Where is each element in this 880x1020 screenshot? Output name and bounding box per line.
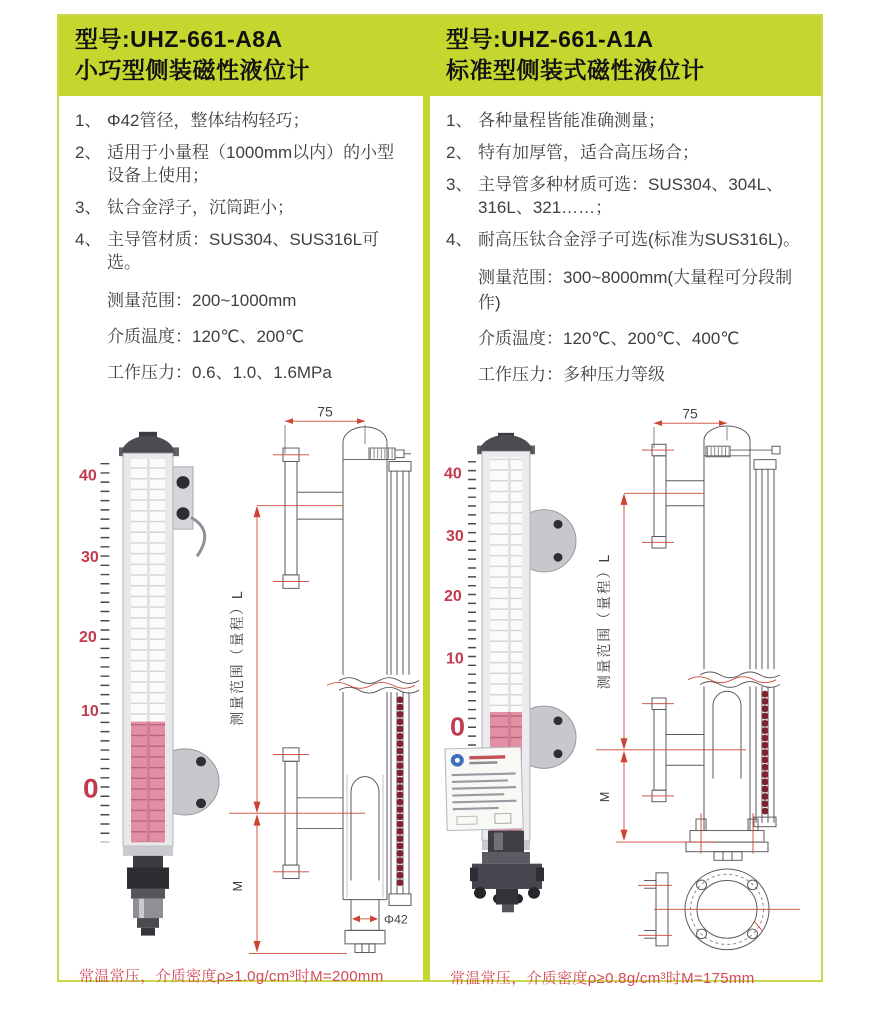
range-dimension-label: 测量范围（量程）L — [229, 588, 247, 726]
flapper-column-white — [131, 459, 165, 722]
gauge-photo — [444, 428, 594, 958]
scale-number: 10 — [446, 650, 464, 667]
scale-number: 0 — [450, 711, 466, 741]
diameter-dimension-label: Φ42 — [384, 912, 408, 927]
break-lines — [327, 674, 423, 692]
feature-text: 钛合金浮子，沉筒距小； — [107, 197, 294, 217]
scale-ruler — [444, 461, 472, 749]
drawing-outline — [644, 426, 780, 950]
footnote: 常温常压，介质密度ρ≥0.8g/cm³时M=175mm — [450, 969, 755, 987]
model-line: 型号:UHZ-661-A1A — [446, 26, 654, 52]
scale-number: 40 — [79, 467, 97, 485]
feature-number: 1、 — [75, 111, 102, 130]
break-lines — [688, 669, 784, 687]
feature-list — [59, 96, 423, 284]
scale-number: 30 — [81, 548, 99, 566]
spec-pressure: 工作压力：0.6、1.0、1.6MPa — [107, 362, 332, 382]
feature-item — [442, 110, 813, 133]
feature-text: 各种量程皆能准确测量； — [478, 111, 665, 130]
model-line: 型号:UHZ-661-A8A — [75, 26, 283, 52]
column-divider — [423, 16, 430, 980]
spec-temperature: 介质温度：120℃、200℃ — [107, 326, 304, 346]
feature-number: 4、 — [446, 229, 473, 249]
feature-number: 4、 — [75, 229, 102, 249]
feature-item — [442, 174, 813, 220]
line-drawing — [229, 400, 423, 965]
flapper-column-white — [490, 457, 522, 712]
drain-valve — [127, 855, 169, 935]
product-header — [430, 16, 821, 96]
scale-number: 10 — [81, 702, 99, 720]
flapper-column-pink — [131, 721, 165, 842]
figures — [430, 402, 821, 967]
feature-number: 2、 — [446, 142, 473, 162]
product-name-line: 标准型侧装式磁性液位计 — [446, 57, 705, 83]
gauge-body — [123, 453, 173, 856]
feature-item — [71, 229, 415, 275]
figures — [59, 400, 423, 965]
width-dimension-label: 75 — [682, 406, 698, 421]
scale-number: 40 — [444, 465, 462, 483]
nameplate — [445, 747, 523, 831]
product-name-line: 小巧型侧装磁性液位计 — [75, 57, 310, 83]
range-dimension-label: 测量范围（量程）L — [596, 552, 614, 689]
line-drawing — [596, 402, 804, 967]
scale-number: 20 — [79, 628, 97, 646]
feature-list — [430, 96, 821, 261]
feature-item — [71, 142, 415, 188]
spec-range: 测量范围：200~1000mm — [107, 290, 297, 310]
feature-item — [71, 197, 415, 220]
top-cap — [119, 431, 179, 455]
m-dimension-label: M — [229, 878, 246, 892]
m-dimension-label: M — [596, 789, 613, 802]
scale-number: 0 — [83, 772, 99, 804]
scale-number: 20 — [444, 587, 462, 605]
feature-number: 1、 — [446, 111, 473, 130]
product-header — [59, 16, 423, 96]
mounting-bracket — [173, 466, 205, 555]
feature-text: 耐高压钛合金浮子可选(标准为SUS316L)。 — [478, 229, 801, 249]
dimension-arrows — [621, 420, 728, 841]
spec-list — [59, 284, 423, 394]
feature-text: Φ42管径，整体结构轻巧； — [107, 111, 310, 130]
width-dimension-label: 75 — [317, 404, 333, 419]
product-column-a8a — [59, 16, 423, 985]
product-column-a1a — [430, 16, 821, 987]
feature-text: 主导管材质：SUS304、SUS316L可选。 — [107, 229, 380, 272]
feature-item — [442, 142, 813, 165]
catalog-sheet — [57, 14, 823, 987]
feature-number: 3、 — [446, 174, 473, 194]
spec-range: 测量范围：300~8000mm(大量程可分段制作) — [478, 267, 793, 312]
spec-pressure: 工作压力：多种压力等级 — [478, 364, 665, 384]
spec-list — [430, 261, 821, 396]
feature-item — [71, 110, 415, 133]
footnote: 常温常压，介质密度ρ≥1.0g/cm³时M=200mm — [79, 967, 384, 985]
scale-number: 30 — [446, 527, 464, 545]
gauge-photo — [79, 426, 227, 956]
feature-text: 适用于小量程（1000mm以内）的小型设备上使用； — [107, 142, 395, 185]
scale-ruler — [79, 463, 105, 842]
feature-item — [442, 229, 813, 252]
extension-lines — [654, 427, 727, 448]
feature-number: 3、 — [75, 197, 102, 217]
spec-temperature: 介质温度：120℃、200℃、400℃ — [478, 328, 740, 348]
float — [713, 691, 741, 778]
feature-number: 2、 — [75, 142, 102, 162]
bottom-flange-assembly — [470, 830, 544, 912]
feature-text: 主导管多种材质可选：SUS304、304L、316L、321……； — [478, 174, 784, 217]
feature-text: 特有加厚管，适合高压场合； — [478, 142, 699, 162]
float — [351, 776, 379, 880]
